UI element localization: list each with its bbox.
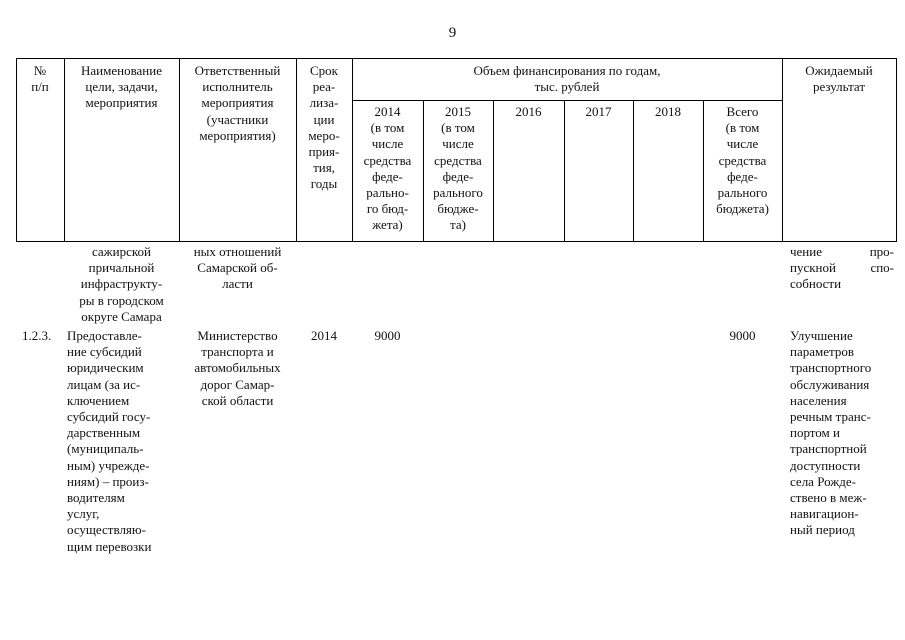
- continuation-result: [790, 244, 894, 293]
- continuation-result-word: чение: [790, 244, 822, 259]
- row-result: Улучшение параметров транспортного обслуживания населения речным транс- портом и транспортной доступности села Рожде- ствено в меж- навигацион- ный период: [790, 328, 872, 538]
- continuation-result-word: спо-: [870, 260, 894, 276]
- header-num: № п/п: [31, 63, 49, 95]
- header-term: Срок реа- лиза- ции меро- прия- тия, годы: [308, 63, 340, 192]
- header-year-2016: 2016: [515, 104, 542, 119]
- row-name: Предоставле- ние субсидий юридическим лицам (за ис- ключением субсидий госу- дарственным (муниципаль- ным) учрежде- ниям) – произ- водителям услуг, осуществляю- щим перевозки: [67, 328, 152, 554]
- header-bottom-border: [16, 241, 897, 242]
- row-value-total: 9000: [729, 328, 756, 343]
- col-divider-2015: [493, 100, 494, 241]
- row-responsible: Министерство транспорта и автомобильных дорог Самар- ской области: [194, 328, 281, 408]
- header-result: Ожидаемый результат: [805, 63, 873, 95]
- continuation-result-word: пускной: [790, 260, 836, 276]
- continuation-result-word: про-: [869, 244, 894, 259]
- row-num: 1.2.3.: [22, 328, 52, 343]
- header-year-2017: 2017: [585, 104, 612, 119]
- col-divider-2016: [564, 100, 565, 241]
- header-name: Наименование цели, задачи, мероприятия: [81, 63, 162, 111]
- continuation-responsible: ных отношений Самарской об- ласти: [193, 244, 282, 292]
- header-year-2014: 2014 (в том числе средства феде- рально- го бюд- жета): [363, 104, 412, 233]
- header-responsible: Ответственный исполнитель мероприятия (участники мероприятия): [194, 63, 281, 143]
- header-year-2018: 2018: [655, 104, 681, 119]
- funding-subheader-border: [352, 100, 782, 101]
- header-year-2015: 2015 (в том числе средства феде- рального бюдже- та): [433, 104, 483, 233]
- continuation-result-word: собности: [790, 276, 842, 292]
- header-funding: Объем финансирования по годам, тыс. рублей: [473, 63, 661, 95]
- page-number: 9: [448, 25, 457, 41]
- col-divider-2017: [633, 100, 634, 241]
- table-right-border: [896, 58, 897, 241]
- row-term: 2014: [311, 328, 337, 343]
- header-total: Всего (в том числе средства феде- рального бюджета): [716, 104, 769, 217]
- table-top-border: [16, 58, 897, 59]
- continuation-name: сажирской причальной инфраструкту- ры в городском округе Самара: [79, 244, 164, 324]
- row-value-2014: 9000: [374, 328, 401, 343]
